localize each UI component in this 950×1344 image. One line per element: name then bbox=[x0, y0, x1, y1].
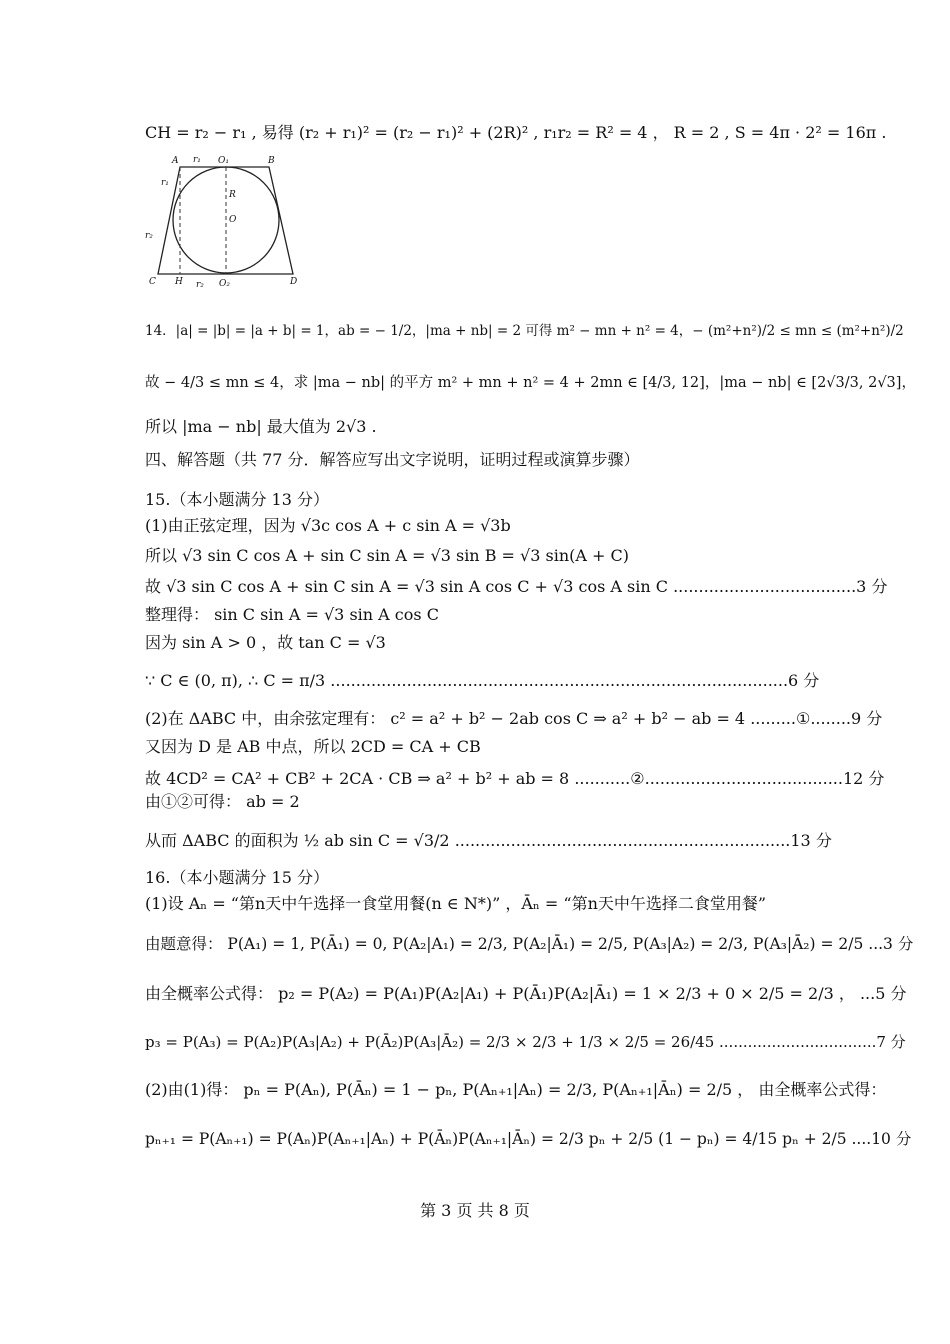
trapezoid-figure bbox=[144, 150, 314, 290]
q15-line-10: 由①②可得： ab = 2 bbox=[145, 792, 300, 811]
label-r2-bottom: r₂ bbox=[196, 280, 204, 290]
q15-line-5: 因为 sin A > 0 ，故 tan C = √3 bbox=[145, 633, 386, 652]
q14-line-3: 所以 |ma − nb| 最大值为 2√3 . bbox=[145, 417, 377, 436]
q16-line-5: (2)由(1)得： pₙ = P(Aₙ), P(Āₙ) = 1 − pₙ, P(Aₙ₊₁|Aₙ) = 2/3, P(Aₙ₊₁|Āₙ) = 2/5 ， 由全概率公式得： bbox=[145, 1080, 887, 1099]
q15-line-8: 又因为 D 是 AB 中点，所以 2CD = CA + CB bbox=[145, 737, 481, 756]
label-A: A bbox=[172, 156, 179, 166]
label-D: D bbox=[290, 277, 298, 287]
q15-line-9: 故 4CD² = CA² + CB² + 2CA · CB ⇒ a² + b² + ab = 8 ...........②.......................................12 分 bbox=[145, 769, 885, 788]
q15-line-11: 从而 ΔABC 的面积为 ½ ab sin C = √3/2 ..................................................................13 分 bbox=[145, 831, 832, 850]
line-ch-formula: CH = r₂ − r₁ , 易得 (r₂ + r₁)² = (r₂ − r₁)² + (2R)² , r₁r₂ = R² = 4 ， R = 2 , S = 4π · 2² = 16π . bbox=[145, 123, 887, 142]
label-r1-top: r₁ bbox=[193, 155, 201, 165]
q16-line-1: (1)设 Aₙ = “第n天中午选择一食堂用餐(n ∈ N*)” ，Āₙ = “第n天中午选择二食堂用餐” bbox=[145, 894, 767, 913]
q16-header: 16.（本小题满分 15 分） bbox=[145, 868, 329, 887]
q16-line-3: 由全概率公式得： p₂ = P(A₂) = P(A₁)P(A₂|A₁) + P(Ā₁)P(A₂|Ā₁) = 1 × 2/3 + 0 × 2/5 = 2/3 ， ...5 分 bbox=[145, 984, 907, 1003]
section-heading: 四、解答题（共 77 分．解答应写出文字说明，证明过程或演算步骤） bbox=[145, 450, 640, 469]
q16-line-4: p₃ = P(A₃) = P(A₂)P(A₃|A₂) + P(Ā₂)P(A₃|Ā₂) = 2/3 × 2/3 + 1/3 × 2/5 = 26/45 .................................7 分 bbox=[145, 1033, 906, 1051]
q16-line-6: pₙ₊₁ = P(Aₙ₊₁) = P(Aₙ)P(Aₙ₊₁|Aₙ) + P(Āₙ)P(Aₙ₊₁|Āₙ) = 2/3 pₙ + 2/5 (1 − pₙ) = 4/15 pₙ + 2/5 ....10 分 bbox=[145, 1130, 912, 1148]
q14-line-2: 故 − 4/3 ≤ mn ≤ 4，求 |ma − nb| 的平方 m² + mn + n² = 4 + 2mn ∈ [4/3, 12]，|ma − nb| ∈ [2√3/3, 2√3]， bbox=[145, 375, 916, 391]
q14-line-1: 14．|a| = |b| = |a + b| = 1，ab = − 1/2，|ma + nb| = 2 可得 m² − mn + n² = 4，− (m²+n²)/2 ≤ mn ≤ (m²+n²)/2 bbox=[145, 323, 904, 339]
label-O1: O₁ bbox=[218, 156, 229, 166]
label-O: O bbox=[229, 215, 237, 225]
label-H: H bbox=[175, 277, 183, 287]
q15-header: 15.（本小题满分 13 分） bbox=[145, 490, 329, 509]
page-footer: 第 3 页 共 8 页 bbox=[420, 1201, 530, 1220]
label-r2-side: r₂ bbox=[145, 231, 153, 241]
label-B: B bbox=[268, 156, 275, 166]
label-r1-side: r₁ bbox=[161, 178, 169, 188]
q15-line-4: 整理得： sin C sin A = √3 sin A cos C bbox=[145, 605, 439, 624]
q15-line-7: (2)在 ΔABC 中，由余弦定理有： c² = a² + b² − 2ab cos C ⇒ a² + b² − ab = 4 .........①........9 分 bbox=[145, 709, 883, 728]
q15-line-1: (1)由正弦定理，因为 √3c cos A + c sin A = √3b bbox=[145, 516, 511, 535]
q15-line-3: 故 √3 sin C cos A + sin C sin A = √3 sin A cos C + √3 cos A sin C ....................................3 分 bbox=[145, 577, 888, 596]
label-C: C bbox=[149, 277, 156, 287]
label-O2: O₂ bbox=[219, 279, 230, 289]
q15-line-2: 所以 √3 sin C cos A + sin C sin A = √3 sin B = √3 sin(A + C) bbox=[145, 546, 629, 565]
q16-line-2: 由题意得： P(A₁) = 1, P(Ā₁) = 0, P(A₂|A₁) = 2/3, P(A₂|Ā₁) = 2/5, P(A₃|A₂) = 2/3, P(A₃|Ā₂) = 2/5 ...3 分 bbox=[145, 935, 914, 953]
q15-line-6: ∵ C ∈ (0, π), ∴ C = π/3 ..........................................................................................6 分 bbox=[145, 671, 820, 690]
label-R: R bbox=[229, 190, 236, 200]
